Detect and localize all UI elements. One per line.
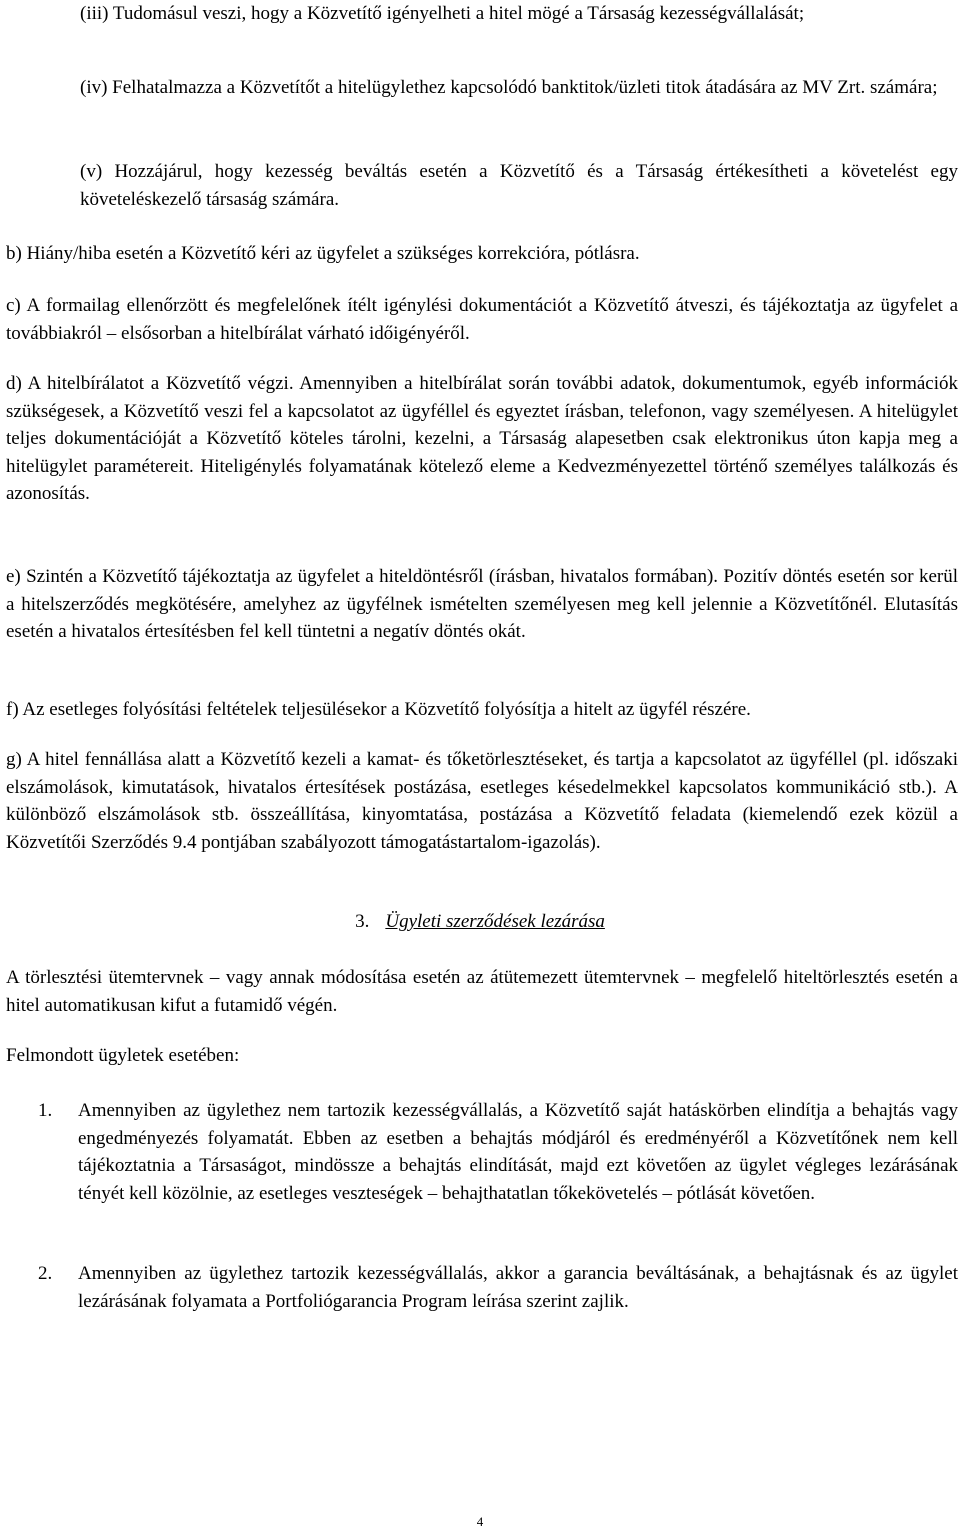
paragraph-g: g) A hitel fennállása alatt a Közvetítő kezeli a kamat- és tőketörlesztéseket, és tartja a kapcsolatot az ügyféllel (pl. időszaki elszámolások, kimutatások, hivatalos értesítések postázása, esetleges késedelmekkel kapcsolatos kommunikáció stb.). A különböző elszámolások stb. összeállítása, kinyomtatása, postázása a Közvetítő feladata (kiemelendő ezek közül a Közvetítői Szerződés 9.4 pontjában szabályozott támogatástartalom-igazolás).: [6, 749, 958, 853]
list-item-text: Amennyiben az ügylethez nem tartozik kezességvállalás, a Közvetítő saját hatáskörben elindítja a behajtás vagy engedményezés folyamatát. Ebben az esetben a behajtás módjáról és eredményéről a Közvetítőnek nem kell tájékoztatnia a Társaságot, mindössze a behajtás elindítását, majd ezt követően az ügylet végleges lezárásának tényét kell közölnie, az esetleges veszteségek – behajthatatlan tőkekövetelés – pótlását követően.: [78, 1100, 958, 1204]
paragraph-f: f) Az esetleges folyósítási feltételek teljesülésekor a Közvetítő folyósítja a hitelt az ügyfél részére.: [6, 699, 751, 720]
list-item-number: 2.: [38, 1263, 53, 1284]
section-title: Ügyleti szerződések lezárása: [385, 911, 605, 932]
paragraph-b: b) Hiány/hiba esetén a Közvetítő kéri az ügyfelet a szükséges korrekcióra, pótlásra.: [6, 243, 640, 264]
page-number: 4: [476, 1514, 484, 1529]
paragraph-e: e) Szintén a Közvetítő tájékoztatja az ügyfelet a hiteldöntésről (írásban, hivatalos formában). Pozitív döntés esetén sor kerül a hitelszerződés megkötésére, amelyhez az ügyfélnek ismételten személyesen meg kell jelennie a Közvetítőnél. Elutasítás esetén a hivatalos értesítésben fel kell tüntetni a negatív döntés okát.: [6, 566, 958, 642]
list-item: [38, 1260, 958, 1315]
list-item: [38, 1097, 958, 1207]
closing-paragraph-1: A törlesztési ütemtervnek – vagy annak módosítása esetén az átütemezett ütemtervnek – megfelelő hiteltörlesztés esetén a hitel automatikusan kifut a futamidő végén.: [6, 967, 958, 1016]
list-item-number: 1.: [38, 1100, 53, 1121]
paragraph-iii: (iii) Tudomásul veszi, hogy a Közvetítő igényelheti a hitel mögé a Társaság kezességvállalását;: [80, 3, 805, 24]
paragraph-v: (v) Hozzájárul, hogy kezesség beváltás esetén a Közvetítő és a Társaság értékesítheti a követelést egy követeléskezelő társaság számára.: [80, 161, 958, 210]
list-item-text: Amennyiben az ügylethez tartozik kezességvállalás, akkor a garancia beváltásának, a behajtásnak és az ügylet lezárásának folyamata a Portfoliógarancia Program leírása szerint zajlik.: [78, 1263, 958, 1312]
section-number: 3.: [355, 911, 370, 932]
paragraph-d: d) A hitelbírálatot a Közvetítő végzi. Amennyiben a hitelbírálat során további adatok, dokumentumok, egyéb információk szükségesek, a Közvetítő veszi fel a kapcsolatot az ügyféllel és egyeztet írásban, telefonon, vagy személyesen. A hitelügylet teljes dokumentációját a Közvetítő köteles tárolni, kezelni, a Társaság alapesetben csak elektronikus úton kapja meg a hitelügylet paramétereit. Hiteligénylés folyamatának kötelező eleme a Kedvezményezettel történő személyes találkozás és azonosítás.: [6, 373, 958, 504]
paragraph-iv: (iv) Felhatalmazza a Közvetítőt a hitelügylethez kapcsolódó banktitok/üzleti titok átadására az MV Zrt. számára;: [80, 77, 938, 98]
paragraph-c: c) A formailag ellenőrzött és megfelelőnek ítélt igénylési dokumentációt a Közvetítő átveszi, és tájékoztatja az ügyfelet a továbbiakról – elsősorban a hitelbírálat várható időigényéről.: [6, 295, 958, 344]
section-heading: [0, 908, 960, 936]
closing-paragraph-2: Felmondott ügyletek esetében:: [6, 1045, 240, 1066]
